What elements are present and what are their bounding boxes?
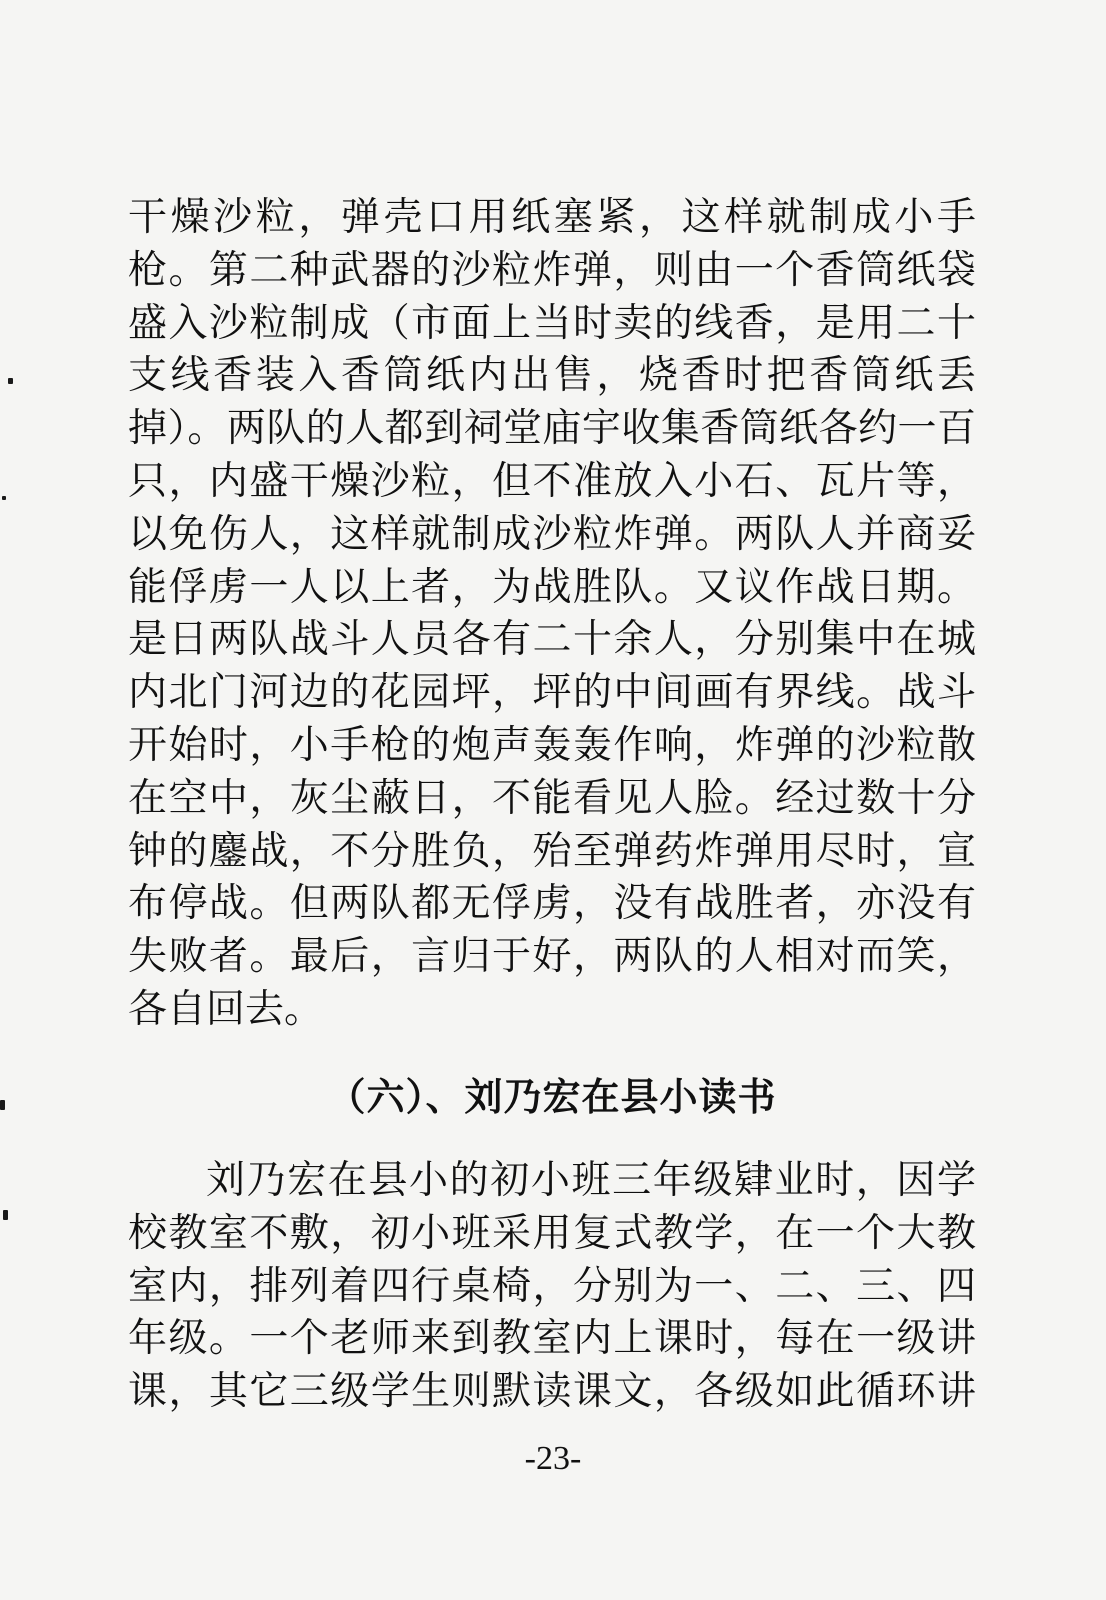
- scan-speck: [3, 1210, 8, 1220]
- paragraph-2: [128, 1155, 976, 1419]
- text-line: 在空中，灰尘蔽日，不能看见人脸。经过数十分: [128, 775, 976, 821]
- text-line: 室内，排列着四行桌椅，分别为一、二、三、四: [128, 1263, 976, 1309]
- text-line: 各自回去。: [128, 986, 324, 1032]
- text-line: 掉）。两队的人都到祠堂庙宇收集香筒纸各约一百: [128, 406, 976, 452]
- text-line: 课，其它三级学生则默读课文，各级如此循环讲: [128, 1369, 976, 1415]
- text-line: 失败者。最后，言归于好，两队的人相对而笑，: [128, 934, 976, 980]
- text-line: 刘乃宏在县小的初小班三年级肄业时，因学: [206, 1158, 976, 1203]
- text-line: 内北门河边的花园坪，坪的中间画有界线。战斗: [128, 670, 976, 716]
- text-line: 支线香装入香筒纸内出售，烧香时把香筒纸丢: [128, 353, 976, 399]
- text-line: 干燥沙粒，弹壳口用纸塞紧，这样就制成小手: [128, 195, 976, 240]
- page-number: -23-: [524, 1440, 582, 1477]
- scan-speck: [8, 378, 13, 384]
- text-line: 开始时，小手枪的炮声轰轰作响，炸弹的沙粒散: [128, 722, 976, 768]
- paragraph-1: [128, 192, 976, 1037]
- text-line: 只，内盛干燥沙粒，但不准放入小石、瓦片等，: [128, 458, 976, 504]
- text-line: 是日两队战斗人员各有二十余人，分别集中在城: [128, 617, 976, 663]
- text-line: 以免伤人，这样就制成沙粒炸弹。两队人并商妥: [128, 511, 976, 557]
- text-line: 校教室不敷，初小班采用复式教学，在一个大教: [128, 1210, 976, 1256]
- scan-speck: [0, 1100, 5, 1110]
- text-line: 钟的鏖战，不分胜负，殆至弹药炸弹用尽时，宣: [128, 828, 976, 874]
- text-line: 盛入沙粒制成（市面上当时卖的线香，是用二十: [128, 300, 976, 346]
- text-line: 枪。第二种武器的沙粒炸弹，则由一个香筒纸袋: [128, 247, 976, 293]
- text-line: 能俘虏一人以上者，为战胜队。又议作战日期。: [128, 564, 976, 610]
- text-line: 年级。一个老师来到教室内上课时，每在一级讲: [128, 1316, 976, 1362]
- section-heading: （六）、刘乃宏在县小读书: [327, 1074, 777, 1119]
- scan-speck: [2, 496, 6, 500]
- text-line: 布停战。但两队都无俘虏，没有战胜者，亦没有: [128, 881, 976, 927]
